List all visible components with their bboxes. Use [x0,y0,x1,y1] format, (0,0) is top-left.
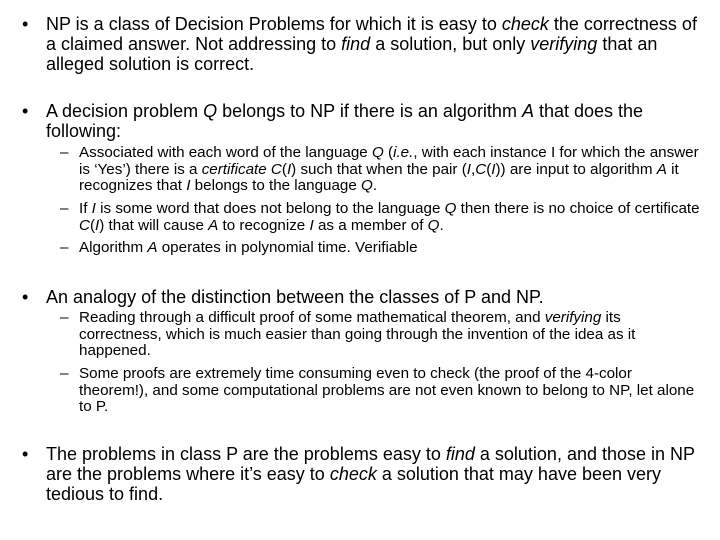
sub-text [79,310,700,360]
text-run: , [471,160,476,178]
text-run: a solution that may have been very tedious to find. [46,464,662,504]
italic-run: A [656,160,667,178]
italic-run: Q [444,200,457,217]
bullet-text [46,444,702,504]
italic-run: check [501,14,549,34]
italic-run: verifying [530,34,598,54]
bullet-dot: • [22,444,29,464]
bullet-p-vs-np [22,444,702,504]
text-run: is some word that does not belong to the language [95,200,445,217]
italic-run: I [491,160,496,178]
text-run: ) such that when the pair ( [291,160,467,178]
bullet-analogy [22,287,702,307]
italic-run: verifying [544,309,602,326]
bullet-np-definition [22,14,702,74]
italic-run: I [309,216,314,234]
text-run: a solution, and those in NP are the problems where it’s easy to [46,444,695,484]
text-run: . [439,216,444,234]
italic-run: I [91,200,96,217]
text-run: ( [281,160,287,178]
text-run: that does the following: [46,101,644,141]
italic-run: A [208,216,219,234]
text-run: If [79,200,92,217]
sub-item-certificate [60,145,700,195]
italic-run: I [186,177,191,194]
text-run: The problems in class P are the problems easy to [46,444,446,464]
sub-dash: – [60,200,69,217]
text-run: its correctness, which is much easier than going through the invention of the idea as it happened. [79,309,636,359]
text-run: to recognize [218,216,310,234]
bullet-dot: • [22,14,29,34]
italic-run: find [341,34,371,54]
italic-run: I [466,160,471,178]
sub-text [79,145,700,195]
bullet-dot: • [22,101,29,121]
bullet-text [46,14,702,74]
text-run: A decision problem [46,101,204,121]
bullet-text [46,101,702,141]
sub-text [79,240,700,257]
text-run: that an alleged solution is correct. [46,34,658,74]
text-run: then there is no choice of certificate [456,200,700,217]
text-run: )) are input to algorithm [495,160,657,178]
italic-run: i.e. [393,144,414,161]
italic-run: I [95,216,100,234]
italic-run: C [79,216,90,234]
text-run: Associated with each word of the language [79,144,372,161]
text-run: operates in polynomial time. Verifiable [157,239,418,256]
text-run: , with each instance I for which the answer is ‘Yes’) there is a [79,144,699,178]
sub-dash: – [60,365,69,382]
sub-item-time-consuming [60,366,700,416]
italic-run: A [521,101,534,121]
sub-text [79,201,700,234]
text-run: Reading through a difficult proof of some mathematical theorem, and [79,309,545,326]
italic-run: find [445,444,475,464]
sub-item-non-member [60,201,700,234]
text-run: belongs to NP if there is an algorithm [217,101,522,121]
italic-run: C [475,160,487,178]
text-run: Some proofs are extremely time consuming even to check (the proof of the 4-color theorem!), and some computational problems are not even known to belong to NP, let alone to P. [79,365,695,415]
text-run: ( [486,160,492,178]
bullet-text [46,287,702,307]
text-run: belongs to the language [190,177,362,194]
sub-dash: – [60,144,69,161]
sub-dash: – [60,239,69,256]
italic-run: Q [371,144,384,161]
text-run: Algorithm [79,239,148,256]
sub-item-reading-proof [60,310,700,360]
italic-run: A [147,239,158,256]
text-run: An analogy of the distinction between the classes of P and NP. [46,287,544,307]
italic-run: Q [427,216,440,234]
italic-run: Q [361,177,373,194]
italic-run: check [329,464,377,484]
text-run: ) that will cause [99,216,209,234]
italic-run: certificate C [201,160,282,178]
sub-text [79,366,700,416]
text-run: ( [89,216,96,234]
bullet-dot: • [22,287,29,307]
text-run: NP is a class of Decision Problems for which it is easy to [46,14,502,34]
italic-run: Q [203,101,218,121]
sub-item-polynomial [60,240,700,257]
bullet-np-membership [22,101,702,141]
text-run: the correctness of a claimed answer. Not addressing to [46,14,697,54]
text-run: it recognizes that [79,160,679,194]
sub-dash: – [60,309,69,326]
text-run: as a member of [313,216,428,234]
italic-run: I [286,160,292,178]
text-run: ( [383,144,394,161]
text-run: . [372,177,378,194]
text-run: a solution, but only [370,34,531,54]
